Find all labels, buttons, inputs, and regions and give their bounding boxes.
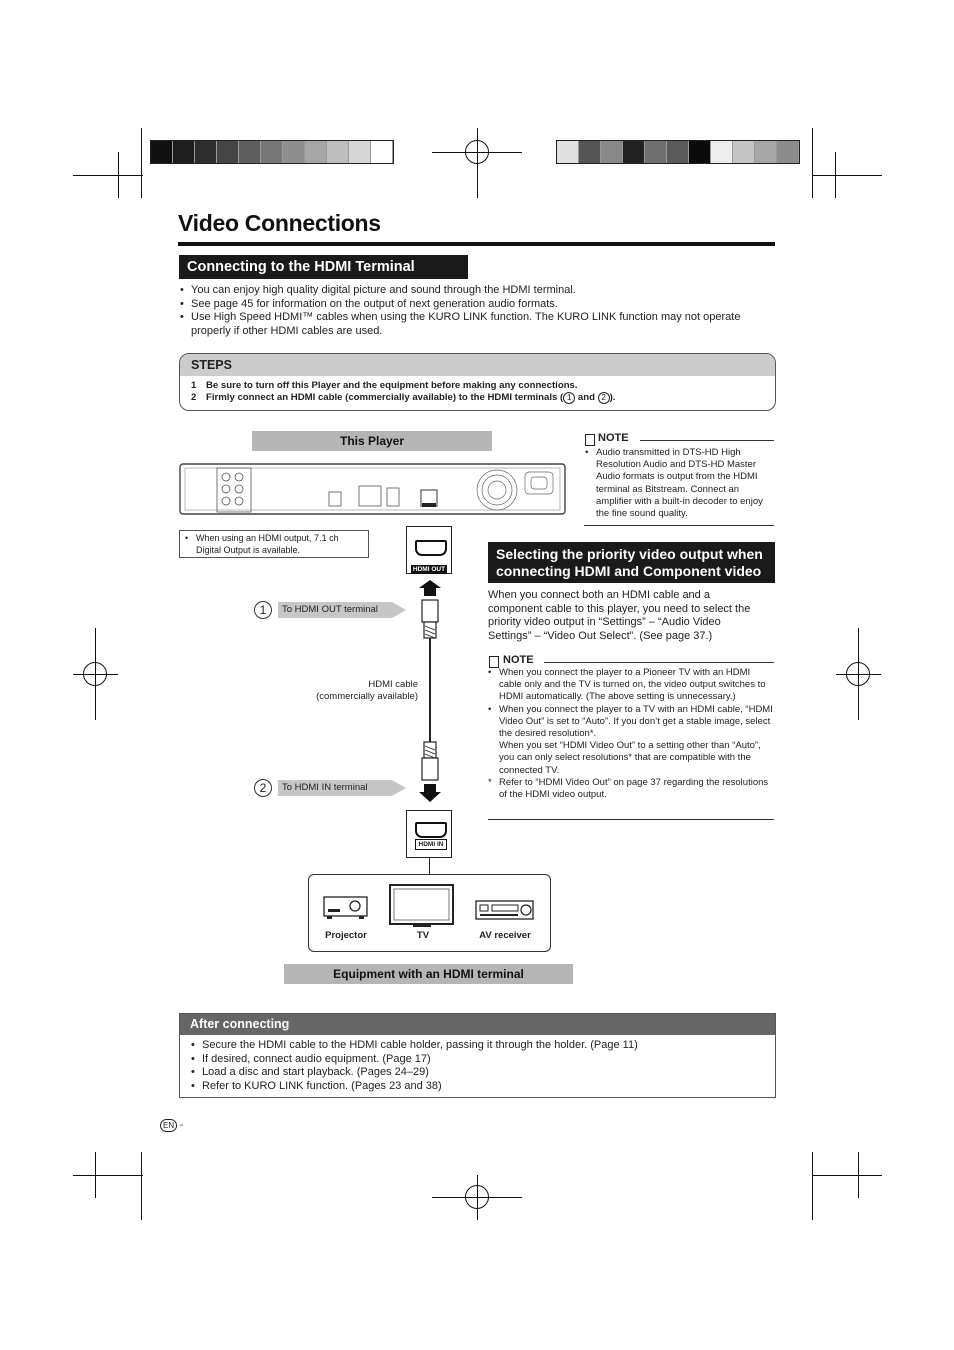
arrow-right-icon (392, 602, 406, 618)
list-item: • Secure the HDMI cable to the HDMI cable holder, passing it through the holder. (Page 11) (190, 1039, 770, 1053)
arrow-right-icon (392, 780, 406, 796)
color-swatch (557, 141, 579, 163)
color-swatch (239, 141, 261, 163)
page-title: Video Connections (178, 210, 381, 236)
this-player-label (252, 431, 492, 451)
note-2-bullet-2b: When you set “HDMI Video Out” to a setting other than “Auto”, you can only select resolutions* that are compatible with the connected TV. (499, 740, 761, 776)
priority-heading-line1: Selecting the priority video output when (496, 546, 763, 562)
circled-number-2: 2 (254, 779, 272, 797)
projector-label: Projector (325, 930, 367, 941)
equipment-box (308, 874, 551, 952)
color-swatch (579, 141, 601, 163)
note-1-list (584, 447, 774, 520)
equipment-label-text: Equipment with an HDMI terminal (333, 967, 524, 981)
to-hdmi-in-label (278, 780, 392, 796)
av-receiver-icon (475, 899, 535, 921)
list-item: • If desired, connect audio equipment. (Page 17) (190, 1053, 770, 1067)
cable-label (290, 679, 418, 703)
priority-body: When you connect both an HDMI cable and a component cable to this player, you need to select the priority video output in “Settings” – “Audio Video Settings” – “Video Out Select”. (See page 37.) (488, 589, 751, 642)
list-item: • See page 45 for information on the output of next generation audio formats. (179, 298, 754, 312)
cable-label-line2: (commercially available) (316, 691, 418, 702)
color-swatch (689, 141, 711, 163)
step-text-end: ). (609, 392, 616, 403)
to-hdmi-out-label (278, 602, 392, 618)
priority-section-heading (488, 542, 775, 583)
connector-line (429, 858, 430, 874)
note-1 (584, 431, 774, 526)
side-note-box (179, 530, 369, 558)
step-number: 1 (191, 380, 197, 391)
hdmi-port-icon (415, 540, 447, 556)
color-swatch (261, 141, 283, 163)
step-item (191, 380, 775, 392)
step-text: Firmly connect an HDMI cable (commercially available) to the HDMI terminals ( (206, 392, 564, 403)
color-swatch (173, 141, 195, 163)
color-swatch (349, 141, 371, 163)
step-text: Be sure to turn off this Player and the equipment before making any connections. (206, 380, 578, 391)
after-connecting-list (190, 1039, 770, 1093)
color-swatch (195, 141, 217, 163)
color-swatch (667, 141, 689, 163)
color-calibration-bar-right (556, 140, 800, 164)
list-item: • Audio transmitted in DTS-HD High Resolution Audio and DTS-HD Master Audio formats is output from the HDMI terminal as Bitstream. Connect an amplifier with a built-in decoder to enjoy the fine sound quality. (584, 447, 774, 520)
note-rule (640, 440, 774, 441)
side-note-list (184, 533, 364, 556)
tv-label: TV (416, 930, 430, 941)
title-rule (178, 242, 775, 246)
hdmi-in-terminal (406, 810, 452, 858)
to-hdmi-out-text: To HDMI OUT terminal (282, 604, 378, 615)
color-swatch (623, 141, 645, 163)
circled-number-1: 1 (254, 601, 272, 619)
color-swatch (645, 141, 667, 163)
after-connecting-heading: After connecting (180, 1014, 775, 1035)
note-2-heading: NOTE (503, 654, 534, 666)
step-item (191, 392, 775, 404)
hdmi-out-terminal (406, 526, 452, 574)
note-2-bullet-1: When you connect the player to a Pioneer TV with an HDMI cable only and the TV is turned on, the video output switches to HDMI automatically. (The above setting is unnecessary.) (499, 667, 766, 703)
color-swatch (711, 141, 733, 163)
list-item: • You can enjoy high quality digital picture and sound through the HDMI terminal. (179, 284, 754, 298)
hdmi-in-label: HDMI IN (415, 839, 447, 850)
note-1-heading: NOTE (598, 432, 629, 444)
color-swatch (151, 141, 173, 163)
color-swatch (371, 141, 393, 163)
steps-heading: STEPS (180, 354, 775, 376)
page-footer (160, 1119, 183, 1132)
steps-list (180, 376, 775, 404)
this-player-text: This Player (339, 434, 405, 448)
step-number: 2 (191, 392, 197, 403)
hdmi-section-heading (179, 255, 468, 279)
priority-heading-line2: connecting HDMI and Component video (496, 563, 762, 579)
note-2-bullet-2a: When you connect the player to a TV with an HDMI cable, “HDMI Video Out” is set to “Auto”. If you don’t get a stable image, select the desired resolution*. (499, 703, 773, 740)
color-swatch (283, 141, 305, 163)
color-swatch (733, 141, 755, 163)
footnote (488, 777, 774, 801)
tv-icon (389, 884, 455, 928)
hdmi-port-icon (415, 822, 447, 838)
language-badge: EN (160, 1119, 177, 1132)
hdmi-intro-list (179, 284, 754, 338)
av-receiver-label: AV receiver (479, 930, 531, 941)
footnote-mark: * (488, 776, 492, 788)
color-swatch (777, 141, 799, 163)
steps-box (179, 353, 776, 411)
list-item: • Refer to KURO LINK function. (Pages 23 and 38) (190, 1080, 770, 1094)
color-swatch (327, 141, 349, 163)
step-text-mid: and (575, 392, 598, 403)
bullet: • (488, 667, 492, 678)
hdmi-section-heading-text: Connecting to the HDMI Terminal (187, 259, 415, 275)
hdmi-out-label: HDMI OUT (412, 566, 446, 573)
note-2 (488, 653, 774, 820)
list-item: • Load a disc and start playback. (Pages 24–29) (190, 1066, 770, 1080)
color-swatch (305, 141, 327, 163)
circled-number: 2 (598, 392, 610, 404)
after-connecting-box (179, 1013, 776, 1098)
equipment-label (284, 964, 573, 984)
color-calibration-bar-left (150, 140, 394, 164)
color-swatch (601, 141, 623, 163)
list-item: • When using an HDMI output, 7.1 ch Digital Output is available. (184, 533, 364, 556)
page-dash: - (179, 1120, 184, 1131)
bullet: • (488, 703, 492, 715)
to-hdmi-in-text: To HDMI IN terminal (282, 782, 368, 793)
cable-label-line1: HDMI cable (368, 679, 418, 690)
footnote-text: Refer to “HDMI Video Out” on page 37 regarding the resolutions of the HDMI video output. (499, 776, 769, 801)
note-icon (585, 434, 595, 446)
note-rule (544, 662, 774, 663)
note-2-body (488, 667, 774, 801)
list-item (488, 704, 774, 777)
color-swatch (755, 141, 777, 163)
list-item: • Use High Speed HDMI™ cables when using the KURO LINK function. The KURO LINK function may not operate properly if other HDMI cables are used. (179, 311, 754, 338)
projector-icon (323, 895, 369, 921)
color-swatch (217, 141, 239, 163)
list-item (488, 667, 774, 704)
player-rear-panel-diagram (179, 462, 574, 518)
circled-number: 1 (563, 392, 575, 404)
